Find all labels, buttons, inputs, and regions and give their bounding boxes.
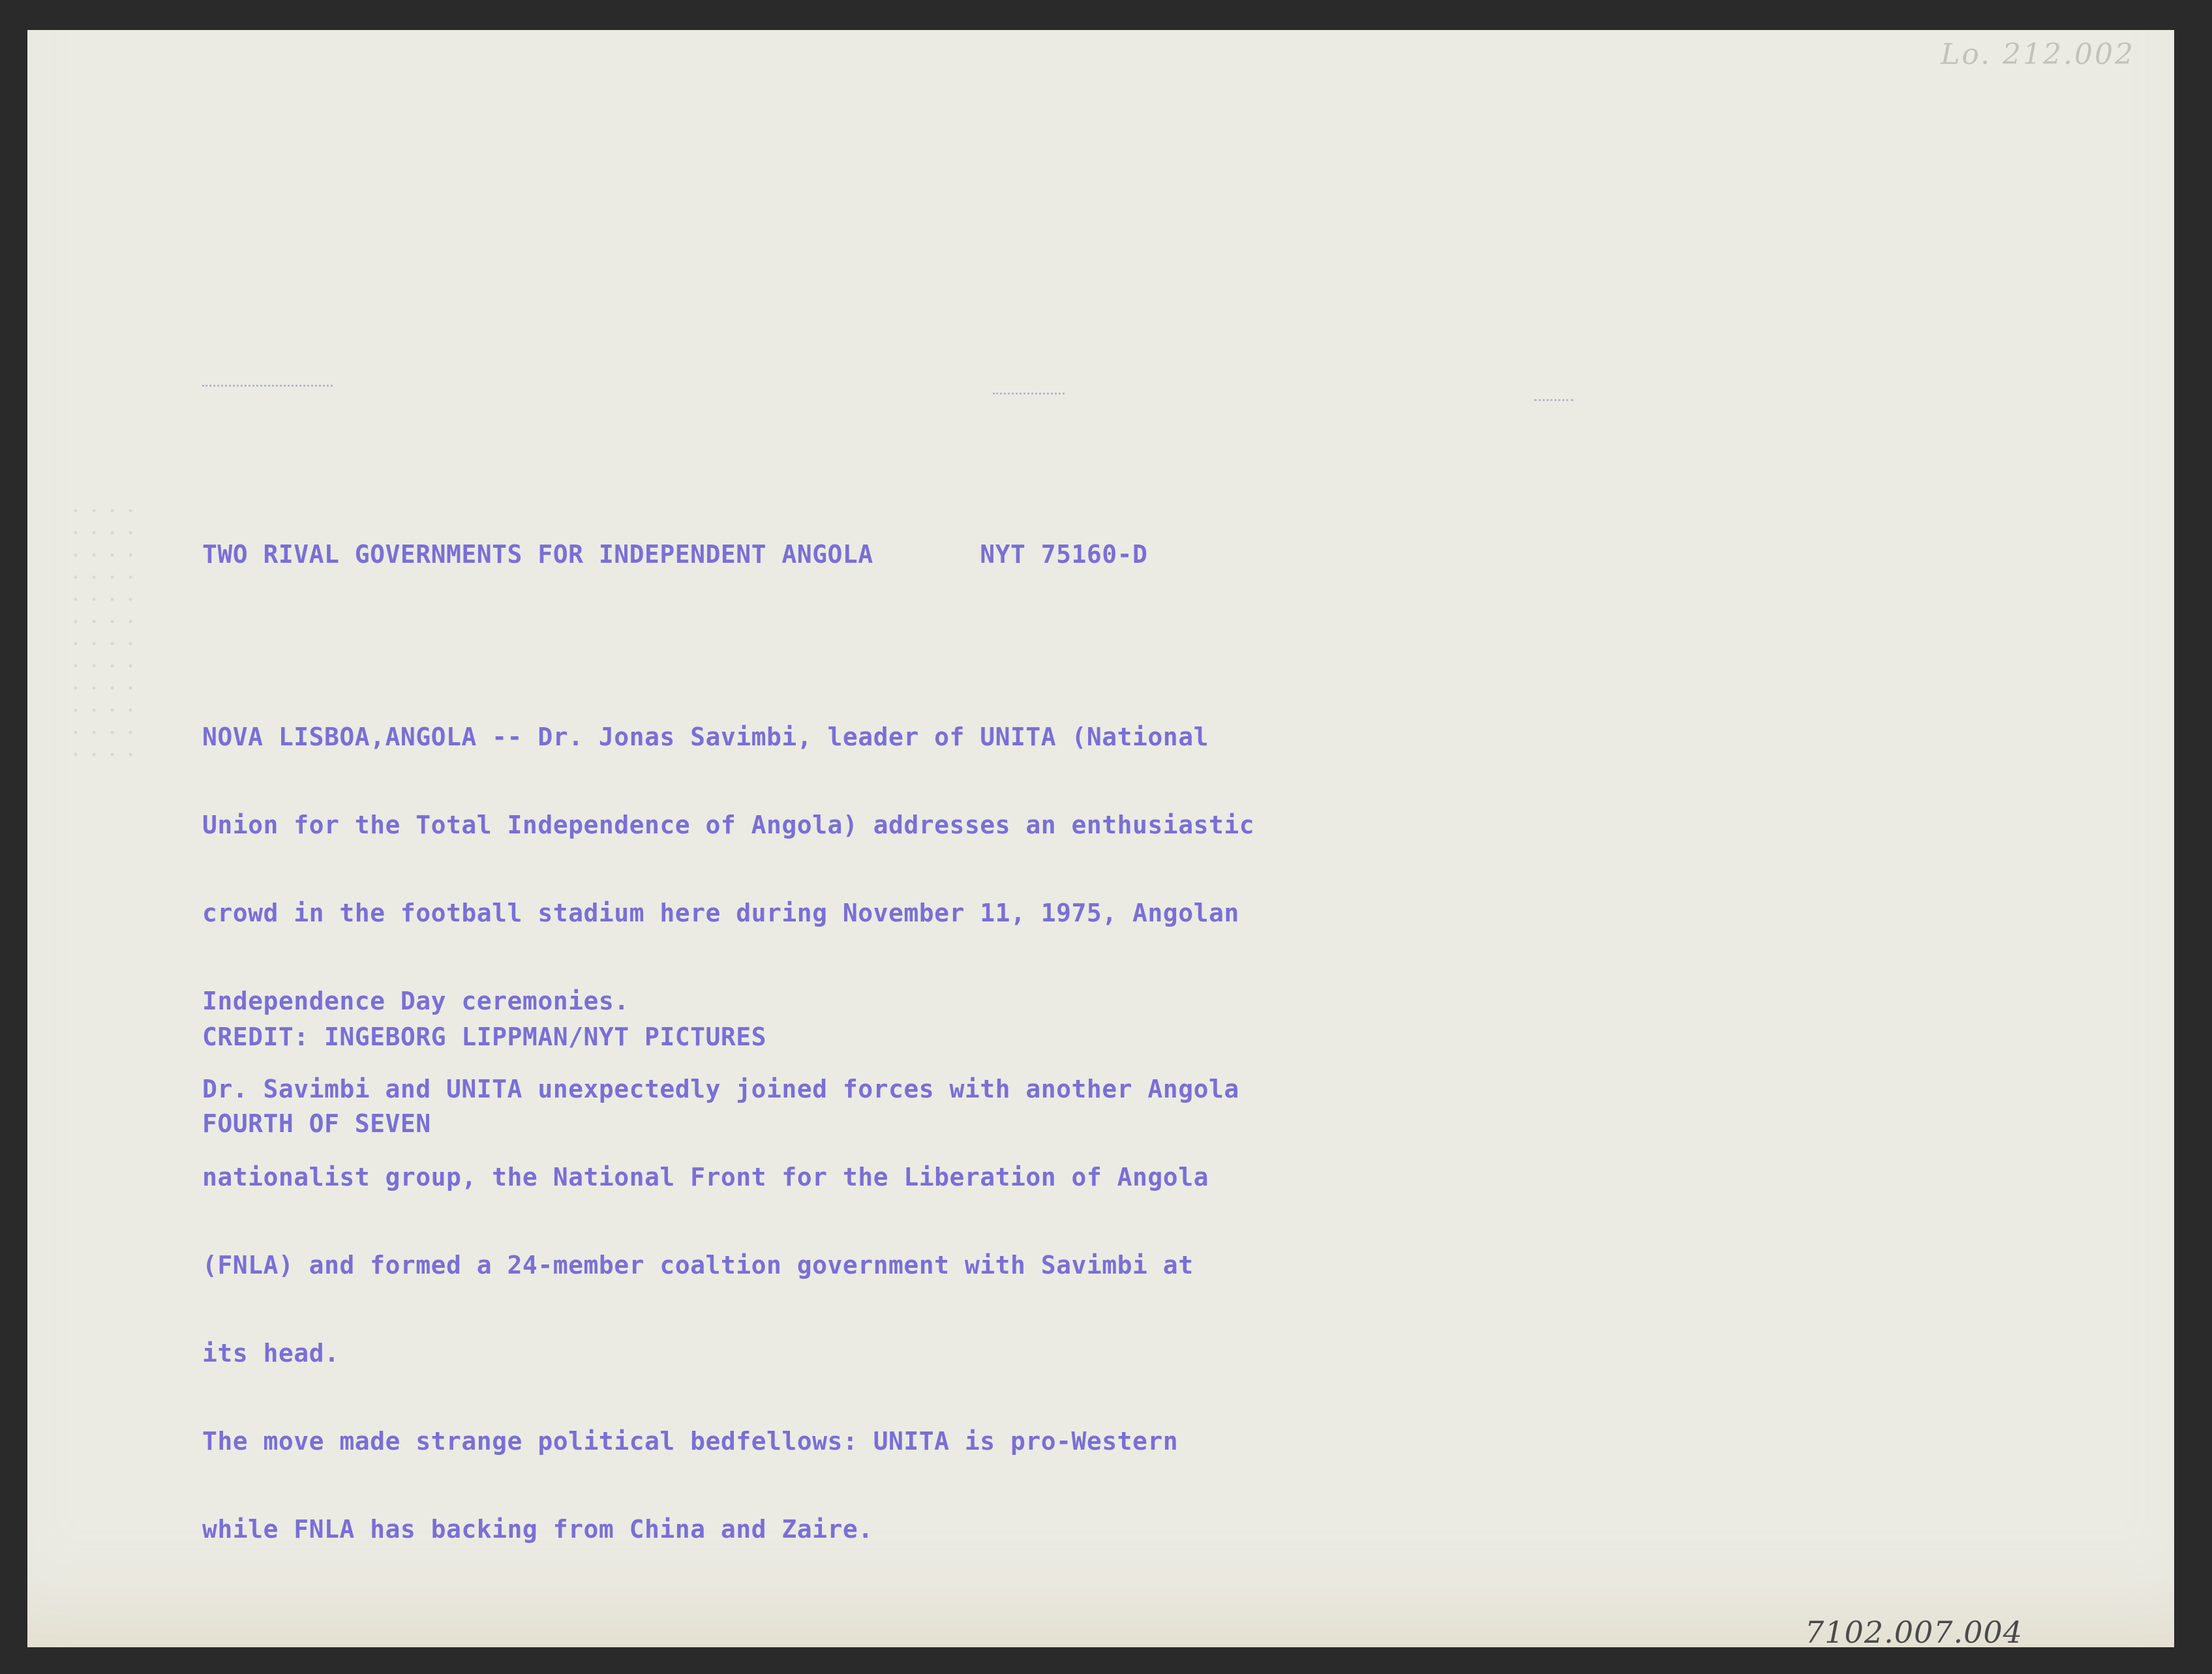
caption-line: Independence Day ceremonies. <box>202 987 629 1015</box>
caption-line: (FNLA) and formed a 24-member coaltion government with Savimbi at <box>202 1251 1194 1279</box>
headline: TWO RIVAL GOVERNMENTS FOR INDEPENDENT ANGOLA NYT 75160-D <box>202 540 1148 569</box>
ink-speck <box>202 385 333 389</box>
caption-line: nationalist group, the National Front for the Liberation of Angola <box>202 1163 1209 1191</box>
caption-line: The move made strange political bedfellows: UNITA is pro-Western <box>202 1427 1179 1456</box>
caption-line: while FNLA has backing from China and Zaire. <box>202 1515 873 1544</box>
pencil-note: Lo. 212.002 <box>1941 38 2135 71</box>
caption-line: Union for the Total Independence of Angola) addresses an enthusiastic <box>202 811 1255 839</box>
photo-back-sheet <box>27 30 2174 1650</box>
caption-line: its head. <box>202 1339 340 1368</box>
caption-line: crowd in the football stadium here during November 11, 1975, Angolan <box>202 899 1239 927</box>
caption-line: Dr. Savimbi and UNITA unexpectedly joined forces with another Angola <box>202 1075 1239 1103</box>
photo-credit: CREDIT: INGEBORG LIPPMAN/NYT PICTURES <box>202 1023 766 1051</box>
caption-line: NOVA LISBOA,ANGOLA -- Dr. Jonas Savimbi, leader of UNITA (National <box>202 723 1209 751</box>
ink-speck <box>993 393 1065 396</box>
ink-speck <box>1534 399 1573 403</box>
sequence-label: FOURTH OF SEVEN <box>202 1109 431 1138</box>
faded-stamp-residue <box>67 500 145 760</box>
accession-number: 7102.007.004 <box>1805 1615 2023 1650</box>
